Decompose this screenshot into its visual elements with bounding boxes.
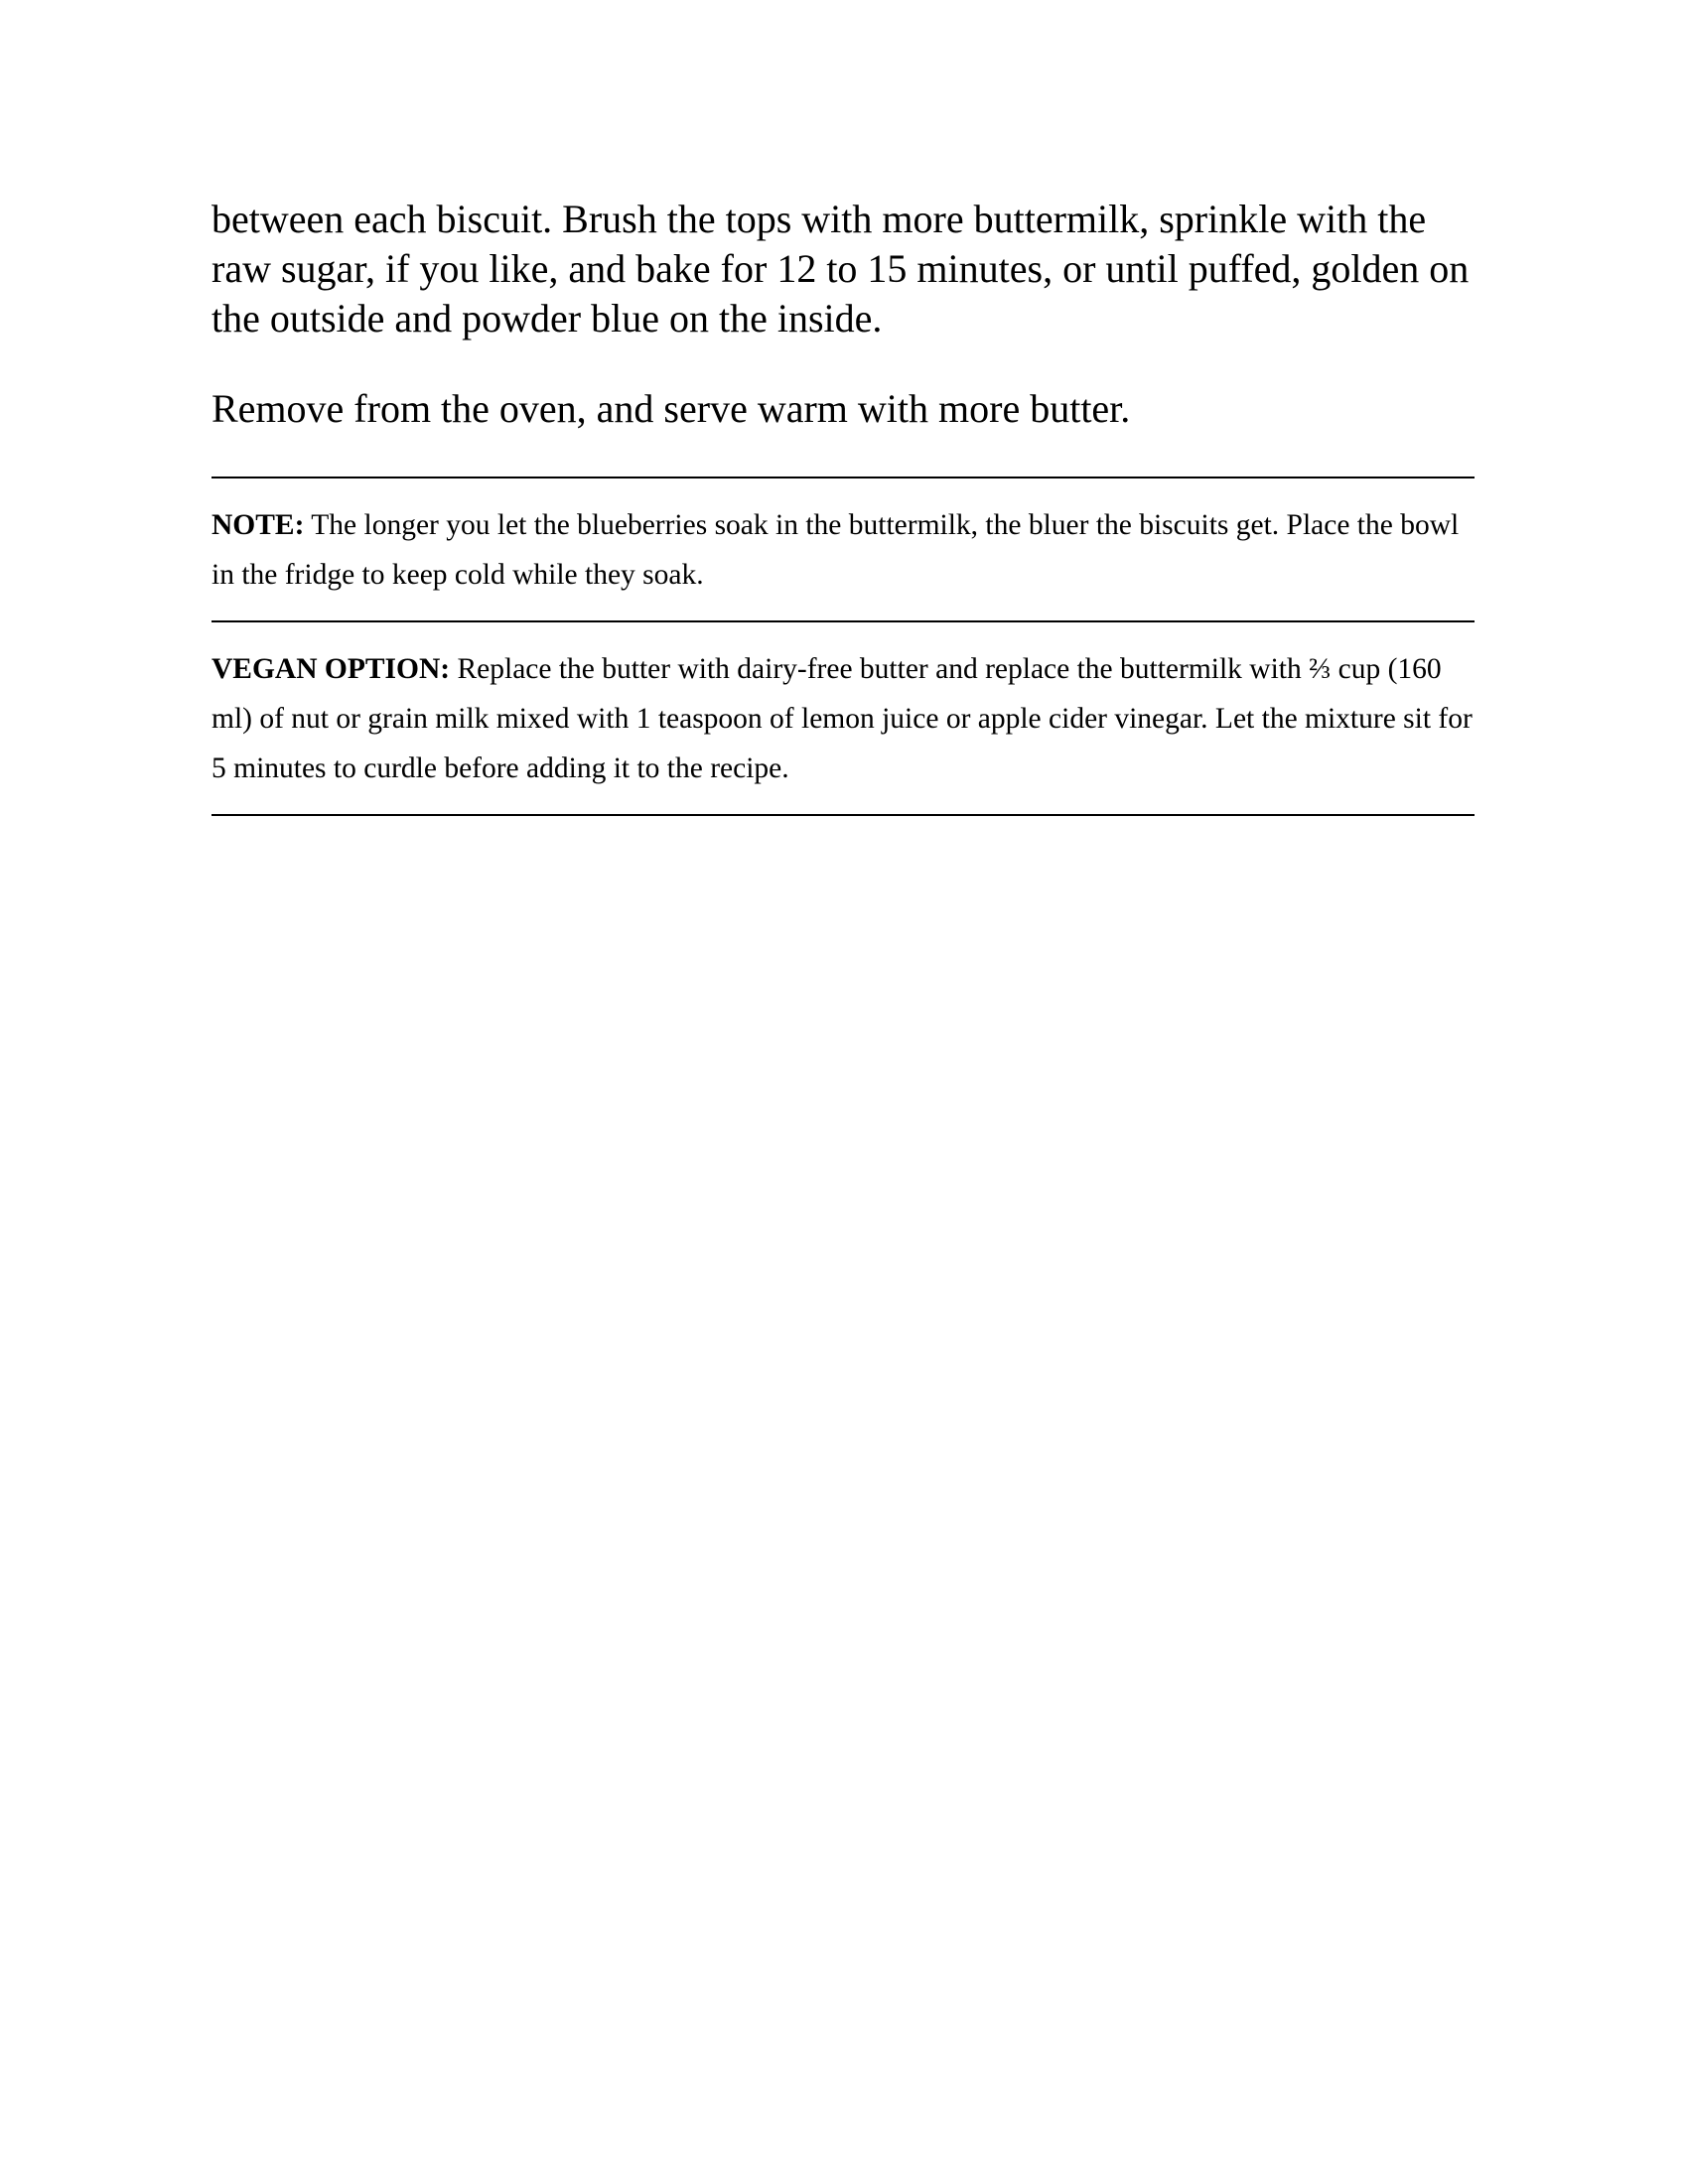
- note-paragraph: [211, 500, 1475, 600]
- method-paragraph-baking: between each biscuit. Brush the tops with more buttermilk, sprinkle with the raw sugar, if you like, and bake for 12 to 15 minutes, or until puffed, golden on the outside and powder blue on the inside.: [211, 197, 1470, 341]
- recipe-content: [211, 195, 1475, 816]
- method-paragraph-serving: Remove from the oven, and serve warm with more butter.: [211, 386, 1131, 431]
- note-box: [211, 478, 1475, 620]
- note-label: NOTE:: [211, 509, 305, 541]
- vegan-option-body: Replace the butter with dairy-free butter and replace the buttermilk with ⅔ cup (160 ml) of nut or grain milk mixed with 1 teaspoon of lemon juice or apple cider vinegar. Let the mixture sit for 5 minutes to curdle before adding it to the recipe.: [211, 653, 1473, 784]
- divider-bottom: [211, 814, 1475, 816]
- vegan-option-paragraph: [211, 644, 1475, 793]
- vegan-option-label: VEGAN OPTION:: [211, 653, 451, 685]
- vegan-option-box: [211, 622, 1475, 814]
- note-body: The longer you let the blueberries soak in the buttermilk, the bluer the biscuits get. Place the bowl in the fridge to keep cold while they soak.: [211, 509, 1460, 591]
